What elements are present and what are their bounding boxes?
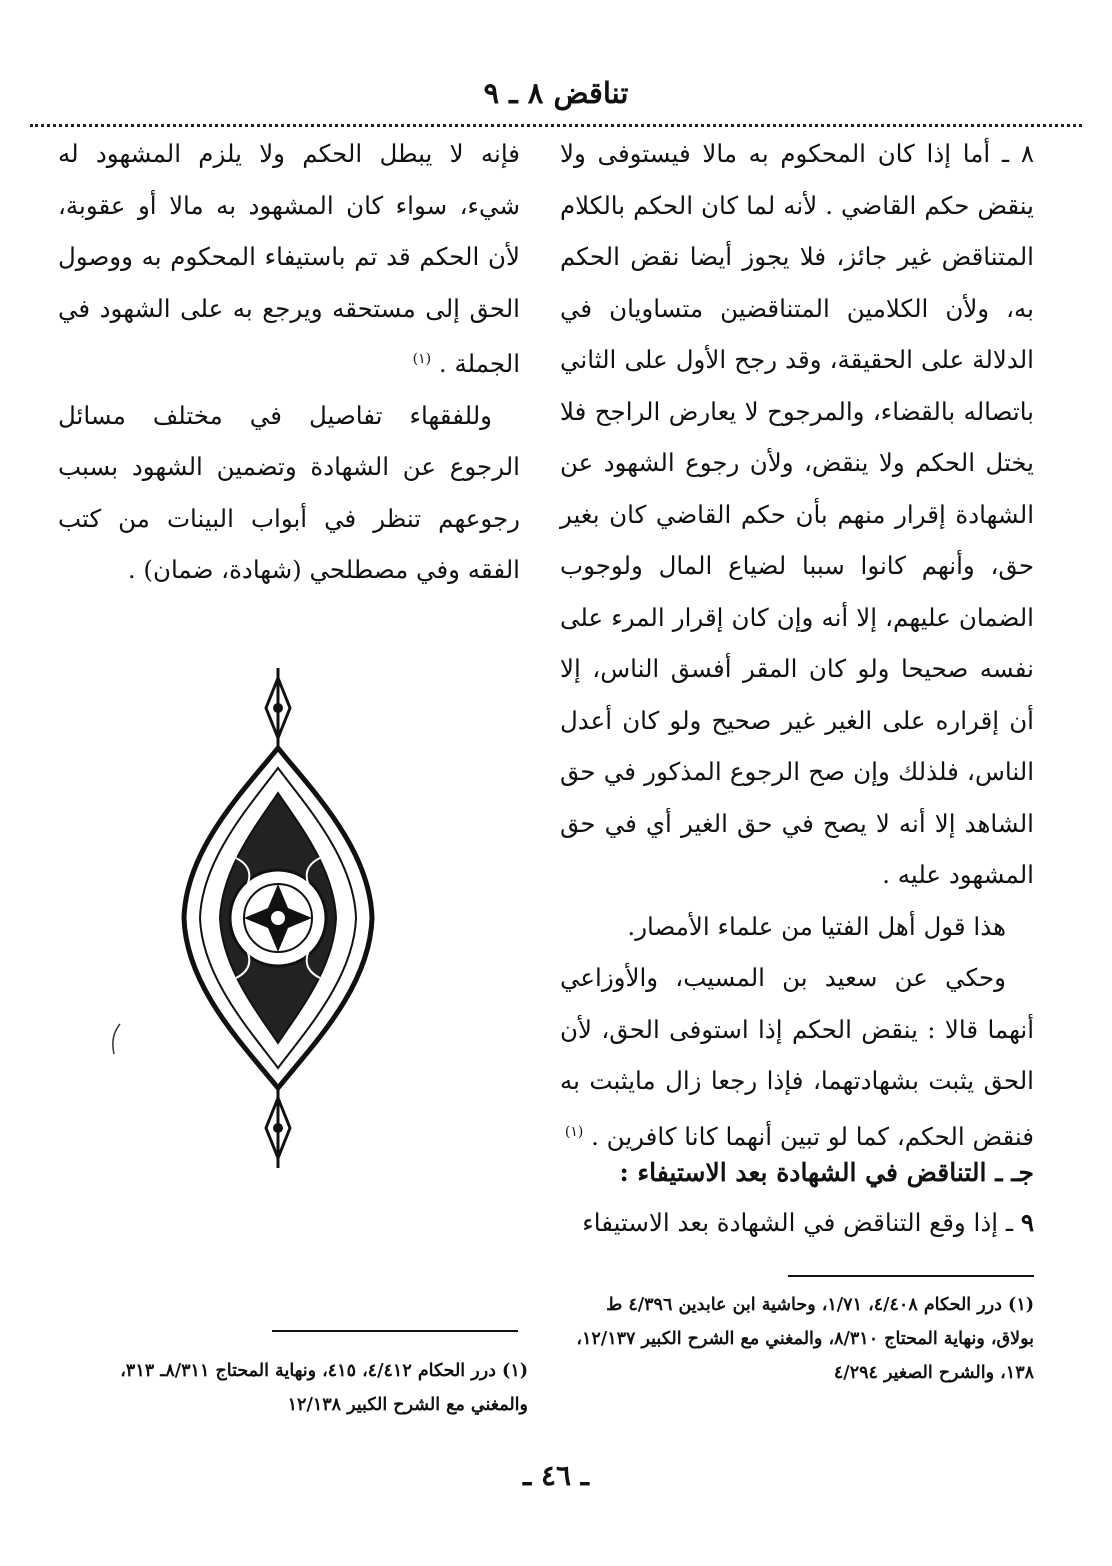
arabesque-ornament-icon: [176, 668, 380, 1168]
page-header: [0, 76, 1112, 110]
footnote-marker: (١): [412, 351, 432, 367]
footnote-divider-left: [272, 1330, 518, 1332]
header-divider: [30, 124, 1082, 127]
paragraph-consensus: هذا قول أهل الفتيا من علماء الأمصار.: [627, 911, 1006, 941]
paragraph-jurists: وللفقهاء تفاصيل في مختلف مسائل الرجوع عن الشهادة وتضمين الشهود بسبب رجوعهم تنظر في أبواب البينات من كتب الفقه وفي مصطلحي (شهادة، ضمان) .: [58, 400, 520, 585]
left-column: [58, 128, 520, 596]
stray-pen-mark-icon: [106, 1020, 126, 1060]
page-number: ـ ٤٦ ـ: [523, 1459, 589, 1492]
footnote-left: (١) درر الحكام ٤/٤١٢، ٤١٥، ونهاية المحتاج ٨/٣١١ـ ٣١٣، والمغني مع الشرح الكبير ١٢/١٣٨: [120, 1361, 528, 1415]
footnote-marker: (١): [564, 1123, 584, 1140]
paragraph-9-text: ـ إذا وقع التناقض في الشهادة بعد الاستيفاء: [582, 1208, 1021, 1237]
paragraph-dissent: وحكي عن سعيد بن المسيب، والأوزاعي أنهما قالا : ينقض الحكم إذا استوفى الحق، لأن الحق يثبت بشهادتهما، فإذا رجعا زال مايثبت به فنقض الحكم، كما لو تبين أنهما كانا كافرين . $^{(١)}$: [560, 963, 1034, 1151]
paragraph-8: ٨ ـ أما إذا كان المحكوم به مالا فيستوفى ولا ينقض حكم القاضي . لأنه لما كان الحكم بالكلام المتناقض غير جائز، فلا يجوز أيضا نقض الحكم به، ولأن الكلامين المتناقضين متساويان في الدلالة على الحقيقة، وقد رجح الأول على الثاني باتصاله بالقضاء، والمرجوح لا يعارض الراجح فلا يختل الحكم ولا ينقض، ولأن رجوع الشهود عن الشهادة إقرار منهم بأن حكم القاضي كان بغير حق، وأنهم كانوا سببا لضياع المال ولوجوب الضمان عليهم، إلا أنه وإن كان إقرار المرء على نفسه صحيحا ولو كان المقر أفسق الناس، إلا أن إقراره على الغير غير صحيح ولو كان أعدل الناس، فلذلك وإن صح الرجوع المذكور في حق الشاهد إلا أنه لا يصح في حق الغير أي في حق المشهود عليه .: [560, 139, 1034, 889]
paragraph-continuation: فإنه لا يبطل الحكم ولا يلزم المشهود له شيء، سواء كان المشهود به مالا أو عقوبة، لأن الحكم قد تم باستيفاء المحكوم به ووصول الحق إلى مستحقه ويرجع به على الشهود في الجملة . $^{(١)}$: [58, 139, 520, 379]
header-title: تناقض ٨ ـ ٩: [483, 76, 629, 110]
paragraph-9-number: ٩: [1020, 1208, 1034, 1237]
paragraph-9: [560, 1198, 1034, 1248]
footnote-right: (١) درر الحكام ٤/٤٠٨، ١/٧١، وحاشية ابن عابدين ٤/٣٩٦ ط بولاق، ونهاية المحتاج ٨/٣١٠، والمغني مع الشرح الكبير ١٢/١٣٧، ١٣٨، والشرح الصغير ٤/٢٩٤: [576, 1295, 1034, 1383]
right-column: [560, 128, 1034, 1162]
footnote-divider-right: [788, 1275, 1034, 1277]
section-subheading: جـ ـ التناقض في الشهادة بعد الاستيفاء :: [619, 1158, 1034, 1187]
